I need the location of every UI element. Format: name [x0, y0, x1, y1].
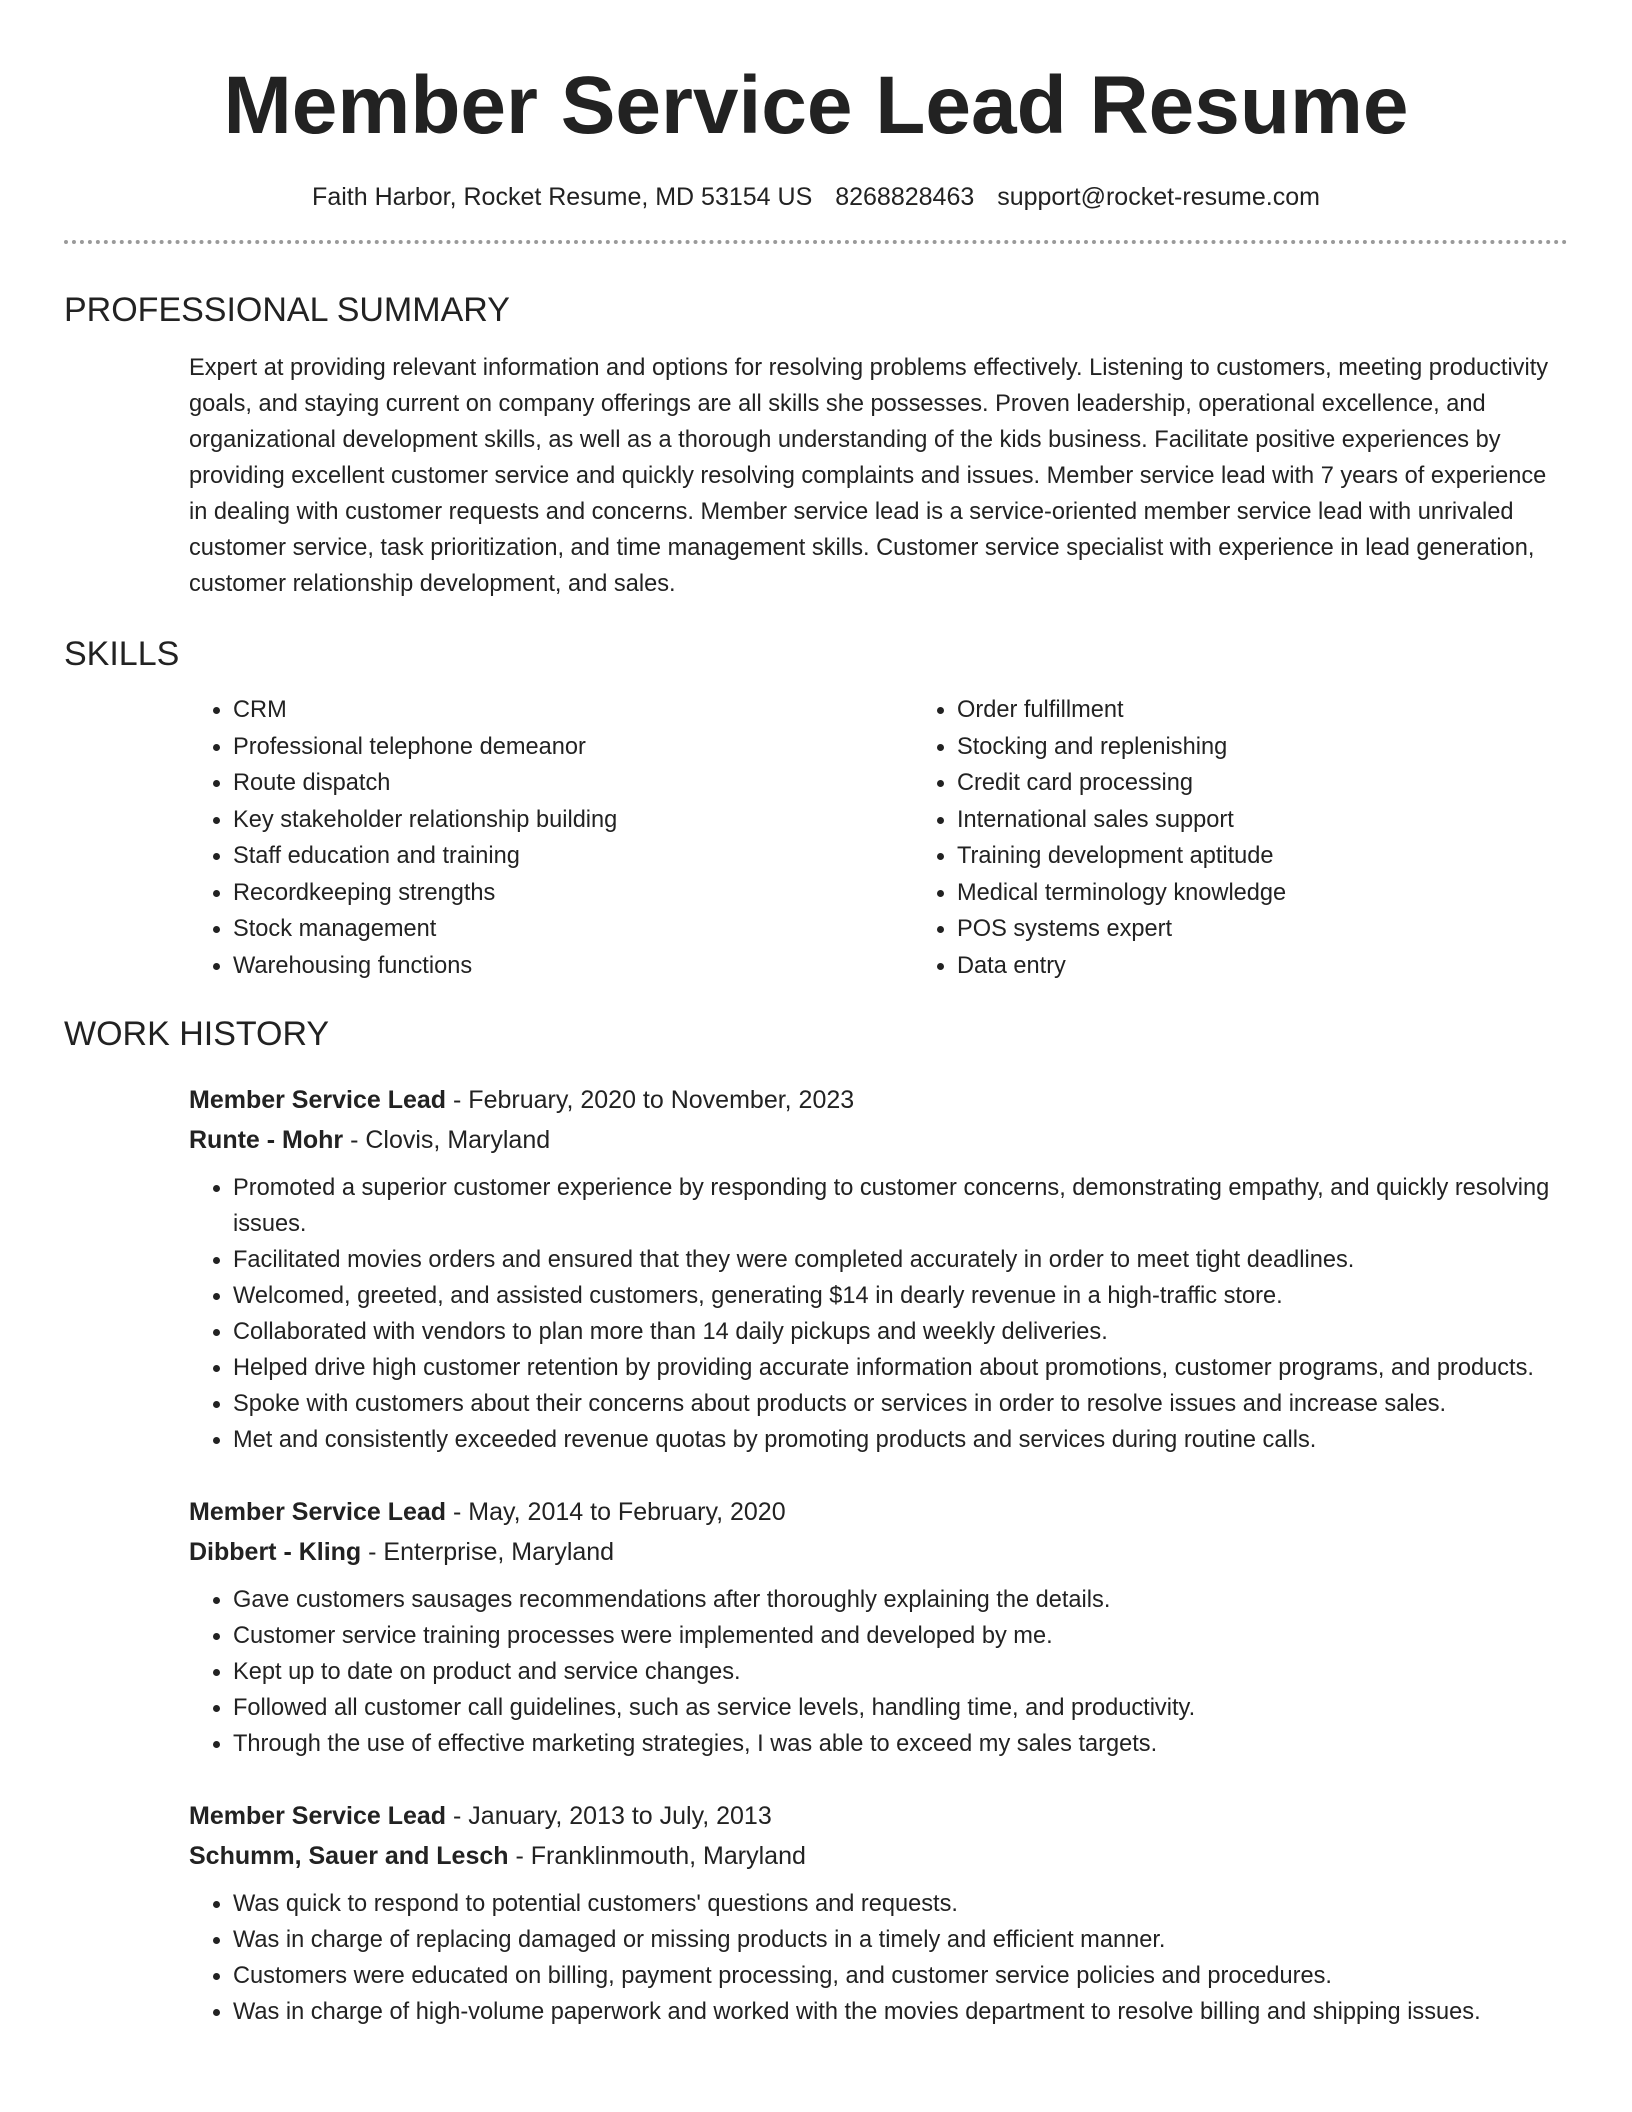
skill-item: • Staff education and training [233, 838, 913, 875]
header-divider [64, 240, 1568, 244]
job-title-line [189, 1796, 1568, 1836]
job-company-line [189, 1532, 1568, 1572]
job-title-line [189, 1492, 1568, 1532]
job-company-line [189, 1836, 1568, 1876]
job-dates: - January, 2013 to July, 2013 [446, 1802, 772, 1830]
job-title-line [189, 1080, 1568, 1120]
job-bullet: • Met and consistently exceeded revenue quotas by promoting products and services during routine calls. [233, 1422, 1568, 1458]
job-company-line [189, 1120, 1568, 1160]
contact-address: Faith Harbor, Rocket Resume, MD 53154 US [312, 183, 813, 211]
job-entry [189, 1080, 1568, 1458]
summary-heading: PROFESSIONAL SUMMARY [64, 291, 510, 329]
job-bullet: • Was quick to respond to potential customers' questions and requests. [233, 1886, 1568, 1922]
job-entry [189, 1796, 1568, 2030]
skills-list [189, 692, 1568, 984]
job-title: Member Service Lead [189, 1498, 447, 1526]
job-bullet: • Welcomed, greeted, and assisted customers, generating $14 in dearly revenue in a high-traffic store. [233, 1278, 1568, 1314]
job-company: Dibbert - Kling [189, 1538, 362, 1566]
job-title: Member Service Lead [189, 1086, 447, 1114]
skill-item: • Professional telephone demeanor [233, 729, 913, 766]
skill-item: • Key stakeholder relationship building [233, 802, 913, 839]
skill-item: • Route dispatch [233, 765, 913, 802]
job-dates: - February, 2020 to November, 2023 [446, 1086, 855, 1114]
skill-item: • Stock management [233, 911, 913, 948]
job-bullet: • Through the use of effective marketing strategies, I was able to exceed my sales targets. [233, 1726, 1568, 1762]
contact-phone: 8268828463 [835, 183, 975, 211]
work-history-heading: WORK HISTORY [64, 1015, 330, 1053]
summary-text: Expert at providing relevant information and options for resolving problems effectively. Listening to customers, meeting productivity goals, and staying current on company offerings are all skills she possesses. Proven leadership, operational excellence, and organizational development skills, as well as a thorough understanding of the kids business. Facilitate positive experiences by providing excellent customer service and quickly resolving complaints and issues. Member service lead with 7 years of experience in dealing with customer requests and concerns. Member service lead is a service-oriented member service lead with unrivaled customer service, task prioritization, and time management skills. Customer service specialist with experience in lead generation, customer relationship development, and sales. [189, 355, 1549, 597]
skill-item: • Warehousing functions [233, 948, 913, 985]
skill-item: • Credit card processing [957, 765, 1568, 802]
job-bullet: • Kept up to date on product and service changes. [233, 1654, 1568, 1690]
job-bullet: • Followed all customer call guidelines, such as service levels, handling time, and productivity. [233, 1690, 1568, 1726]
skill-item: • International sales support [957, 802, 1568, 839]
job-bullets [189, 1886, 1568, 2030]
job-title: Member Service Lead [189, 1802, 447, 1830]
job-location: - Enterprise, Maryland [361, 1538, 615, 1566]
job-bullet: • Helped drive high customer retention by providing accurate information about promotions, customer programs, and products. [233, 1350, 1568, 1386]
resume-title: Member Service Lead Resume [223, 60, 1409, 151]
job-entry [189, 1492, 1568, 1762]
job-company: Runte - Mohr [189, 1126, 344, 1154]
skills-column-right [913, 692, 1568, 984]
skill-item: • Training development aptitude [957, 838, 1568, 875]
job-bullet: • Was in charge of replacing damaged or missing products in a timely and efficient manner. [233, 1922, 1568, 1958]
skill-item: • Stocking and replenishing [957, 729, 1568, 766]
job-bullets [189, 1170, 1568, 1458]
job-location: - Franklinmouth, Maryland [508, 1842, 806, 1870]
job-bullet: • Gave customers sausages recommendations after thoroughly explaining the details. [233, 1582, 1568, 1618]
skill-item: • Medical terminology knowledge [957, 875, 1568, 912]
job-company: Schumm, Sauer and Lesch [189, 1842, 509, 1870]
skill-item: • Recordkeeping strengths [233, 875, 913, 912]
skills-heading: SKILLS [64, 635, 180, 673]
job-bullets [189, 1582, 1568, 1762]
job-bullet: • Promoted a superior customer experience by responding to customer concerns, demonstrating empathy, and quickly resolving issues. [233, 1170, 1568, 1242]
job-bullet: • Collaborated with vendors to plan more than 14 daily pickups and weekly deliveries. [233, 1314, 1568, 1350]
skill-item: • POS systems expert [957, 911, 1568, 948]
job-bullet: • Facilitated movies orders and ensured that they were completed accurately in order to meet tight deadlines. [233, 1242, 1568, 1278]
skills-column-left [189, 692, 913, 984]
job-dates: - May, 2014 to February, 2020 [446, 1498, 786, 1526]
job-bullet: • Spoke with customers about their concerns about products or services in order to resolve issues and increase sales. [233, 1386, 1568, 1422]
job-bullet: • Customer service training processes were implemented and developed by me. [233, 1618, 1568, 1654]
skill-item: • CRM [233, 692, 913, 729]
job-bullet: • Was in charge of high-volume paperwork and worked with the movies department to resolve billing and shipping issues. [233, 1994, 1568, 2030]
skill-item: • Data entry [957, 948, 1568, 985]
contact-email: support@rocket-resume.com [997, 183, 1320, 211]
job-location: - Clovis, Maryland [343, 1126, 551, 1154]
job-bullet: • Customers were educated on billing, payment processing, and customer service policies and procedures. [233, 1958, 1568, 1994]
contact-line [64, 180, 1568, 214]
skill-item: • Order fulfillment [957, 692, 1568, 729]
